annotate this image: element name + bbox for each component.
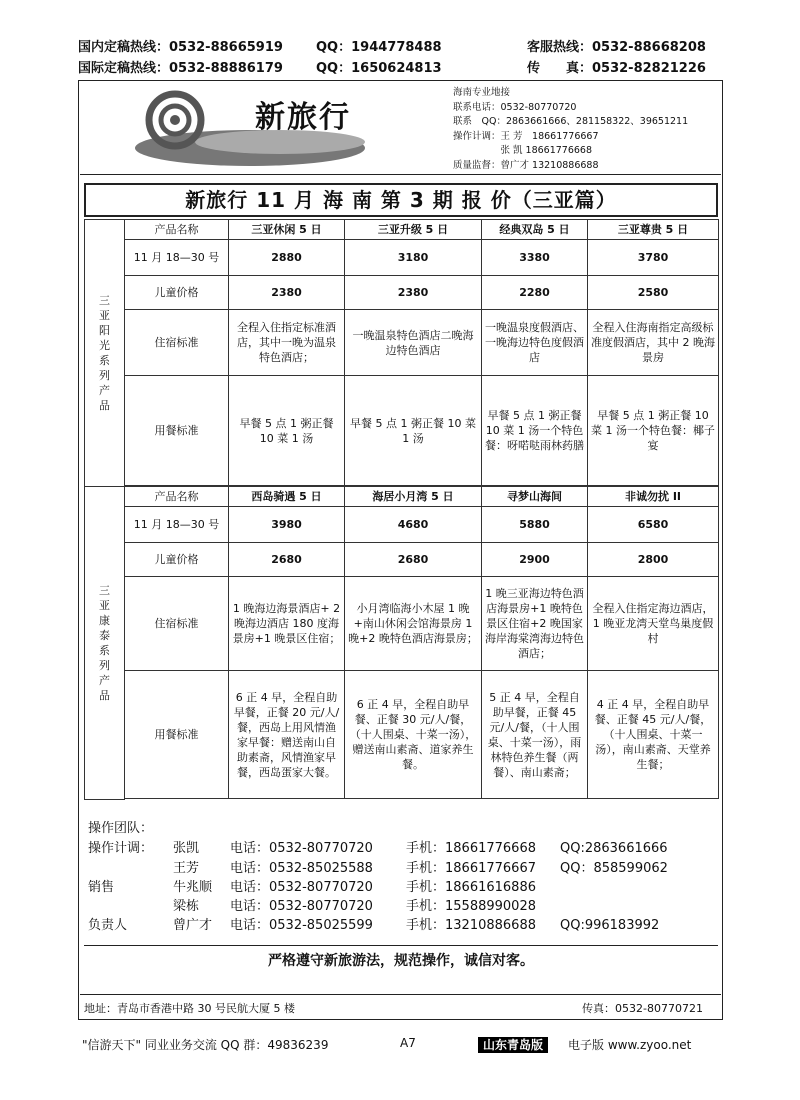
edition-url[interactable]: 电子版 www.zyoo.net	[568, 1038, 692, 1052]
divider	[80, 994, 721, 995]
date-label: 11 月 18—30 号	[125, 507, 229, 543]
fax-number: 传真：0532-80770721	[582, 1002, 703, 1015]
meal-label: 用餐标准	[125, 376, 229, 486]
edition-badge	[478, 1036, 548, 1053]
table-row	[85, 310, 719, 376]
team-tel: 电话：0532-80770720	[230, 899, 373, 914]
address: 地址：青岛市香港中路 30 号民航大厦 5 楼	[84, 1002, 295, 1015]
team-qq: QQ:996183992	[560, 918, 660, 933]
price-value: 3180	[345, 240, 482, 276]
team-member-name: 曾广才	[173, 918, 213, 933]
team-mobile: 手机：15588990028	[406, 899, 536, 914]
team-qq: QQ：858599062	[560, 861, 668, 876]
child-price: 2680	[229, 543, 345, 577]
lodging-cell: 全程入住指定标准酒店，其中一晚为温泉特色酒店；	[229, 310, 345, 376]
price-value: 3980	[229, 507, 345, 543]
team-tel: 电话：0532-85025588	[230, 861, 373, 876]
price-value: 2880	[229, 240, 345, 276]
meal-cell: 早餐 5 点 1 粥正餐 10 菜 1 汤	[229, 376, 345, 486]
page-number: A7	[400, 1036, 416, 1050]
table-row	[85, 487, 719, 507]
contact-line: 海南专业地接	[453, 87, 511, 98]
price-table	[84, 219, 719, 800]
child-price: 2800	[588, 543, 719, 577]
lodging-label: 住宿标准	[125, 577, 229, 671]
table-row	[85, 240, 719, 276]
lodging-cell: 全程入住指定海边酒店，1 晚亚龙湾天堂鸟巢度假村	[588, 577, 719, 671]
team-qq: QQ:2863661666	[560, 841, 668, 856]
child-price: 2680	[345, 543, 482, 577]
team-role: 负责人	[88, 918, 128, 933]
price-value: 3780	[588, 240, 719, 276]
team-mobile: 手机：18661776667	[406, 861, 536, 876]
intl-qq: QQ：1650624813	[316, 61, 442, 76]
meal-cell: 6 正 4 早，全程自助早餐、正餐 30 元/人/餐，（十人围桌、十菜一汤），赠送南山素斋、道家养生餐。	[345, 671, 482, 799]
product-name: 海居小月湾 5 日	[345, 487, 482, 507]
team-role: 操作计调：	[88, 841, 154, 856]
meal-cell: 6 正 4 早，全程自助早餐，正餐 20 元/人/餐，西岛上用风情渔家早餐：赠送南山自助素斋，风情渔家早餐，西岛蛋家大餐。	[229, 671, 345, 799]
edition-badge-text: 山东青岛版	[478, 1037, 548, 1053]
table-row	[85, 376, 719, 486]
team-tel: 电话：0532-80770720	[230, 880, 373, 895]
domestic-hotline: 国内定稿热线：0532-88665919	[78, 40, 283, 55]
meal-cell: 5 正 4 早，全程自助早餐，正餐 45 元/人/餐，（十人围桌、十菜一汤），雨林特色养生餐（两餐）、南山素斋；	[482, 671, 588, 799]
product-name: 寻梦山海间	[482, 487, 588, 507]
meal-label: 用餐标准	[125, 671, 229, 799]
table-row	[85, 220, 719, 240]
lodging-label: 住宿标准	[125, 310, 229, 376]
price-value: 4680	[345, 507, 482, 543]
table-row	[85, 671, 719, 799]
team-heading: 操作团队：	[88, 821, 154, 836]
product-name: 经典双岛 5 日	[482, 220, 588, 240]
team-member-name: 张凯	[173, 841, 200, 856]
contact-line: 联系电话：0532-80770720	[453, 101, 577, 113]
domestic-qq: QQ：1944778488	[316, 40, 442, 55]
lodging-cell: 小月湾临海小木屋 1 晚+南山休闲会馆海景房 1 晚+2 晚特色酒店海景房；	[345, 577, 482, 671]
meal-cell: 4 正 4 早，全程自助早餐、正餐 45 元/人/餐，（十人围桌、十菜一汤），南山素斋、天堂养生餐；	[588, 671, 719, 799]
child-price: 2580	[588, 276, 719, 310]
lodging-cell: 1 晚三亚海边特色酒店海景房+1 晚特色景区住宿+2 晚国家海岸海棠湾海边特色酒店；	[482, 577, 588, 671]
lodging-cell: 一晚温泉特色酒店二晚海边特色酒店	[345, 310, 482, 376]
table-row	[85, 507, 719, 543]
team-mobile: 手机：13210886688	[406, 918, 536, 933]
meal-cell: 早餐 5 点 1 粥正餐 10 菜 1 汤	[345, 376, 482, 486]
intl-hotline: 国际定稿热线：0532-88886179	[78, 61, 283, 76]
lodging-cell: 一晚温泉度假酒店、一晚海边特色度假酒店	[482, 310, 588, 376]
team-tel: 电话：0532-85025599	[230, 918, 373, 933]
team-mobile: 手机：18661776668	[406, 841, 536, 856]
child-price: 2900	[482, 543, 588, 577]
meal-cell: 早餐 5 点 1 粥正餐 10 菜 1 汤一个特色餐：椰子宴	[588, 376, 719, 486]
child-price-label: 儿童价格	[125, 543, 229, 577]
lodging-cell: 全程入住海南指定高级标准度假酒店，其中 2 晚海景房	[588, 310, 719, 376]
child-price: 2380	[345, 276, 482, 310]
slogan: 严格遵守新旅游法，规范操作，诚信对客。	[84, 945, 718, 976]
product-name: 三亚尊贵 5 日	[588, 220, 719, 240]
qq-group: "信游天下" 同业业务交流 QQ 群：49836239	[82, 1038, 329, 1052]
price-value: 6580	[588, 507, 719, 543]
header	[80, 82, 721, 175]
series-2-name: 三 亚 康 泰 系 列 产 品	[85, 487, 125, 800]
table-row	[85, 577, 719, 671]
team-role: 销售	[88, 880, 115, 895]
child-price-label: 儿童价格	[125, 276, 229, 310]
price-value: 5880	[482, 507, 588, 543]
team-tel: 电话：0532-80770720	[230, 841, 373, 856]
child-price: 2380	[229, 276, 345, 310]
page-title: 新旅行 11 月 海 南 第 3 期 报 价（三亚篇）	[84, 183, 718, 217]
product-name-label: 产品名称	[125, 220, 229, 240]
team-member-name: 梁栋	[173, 899, 200, 914]
team-member-name: 王芳	[173, 861, 200, 876]
product-name: 三亚升级 5 日	[345, 220, 482, 240]
team-mobile: 手机：18661616886	[406, 880, 536, 895]
table-row	[85, 276, 719, 310]
lodging-cell: 1 晚海边海景酒店+ 2 晚海边酒店 180 度海景房+1 晚景区住宿；	[229, 577, 345, 671]
product-name-label: 产品名称	[125, 487, 229, 507]
series-1-name: 三 亚 阳 光 系 列 产 品	[85, 220, 125, 487]
team-member-name: 牛兆顺	[173, 880, 213, 895]
contact-line: 质量监督：曾广才 13210886688	[453, 159, 599, 171]
contact-line: 联系 QQ：2863661666、281158322、39651211	[453, 116, 689, 127]
price-value: 3380	[482, 240, 588, 276]
table-row	[85, 543, 719, 577]
date-label: 11 月 18—30 号	[125, 240, 229, 276]
meal-cell: 早餐 5 点 1 粥正餐 10 菜 1 汤一个特色餐：呀喏哒雨林药膳	[482, 376, 588, 486]
contact-line: 操作计调：王 芳 18661776667	[453, 130, 599, 142]
product-name: 西岛骑遇 5 日	[229, 487, 345, 507]
product-name: 非诚勿扰 II	[588, 487, 719, 507]
product-name: 三亚休闲 5 日	[229, 220, 345, 240]
contact-line: 张 凯 18661776668	[453, 145, 593, 156]
child-price: 2280	[482, 276, 588, 310]
fax-hotline: 传 真：0532-82821226	[527, 61, 706, 76]
logo-text: 新旅行	[255, 100, 351, 135]
service-hotline: 客服热线：0532-88668208	[527, 40, 706, 55]
contact-block	[453, 86, 688, 173]
